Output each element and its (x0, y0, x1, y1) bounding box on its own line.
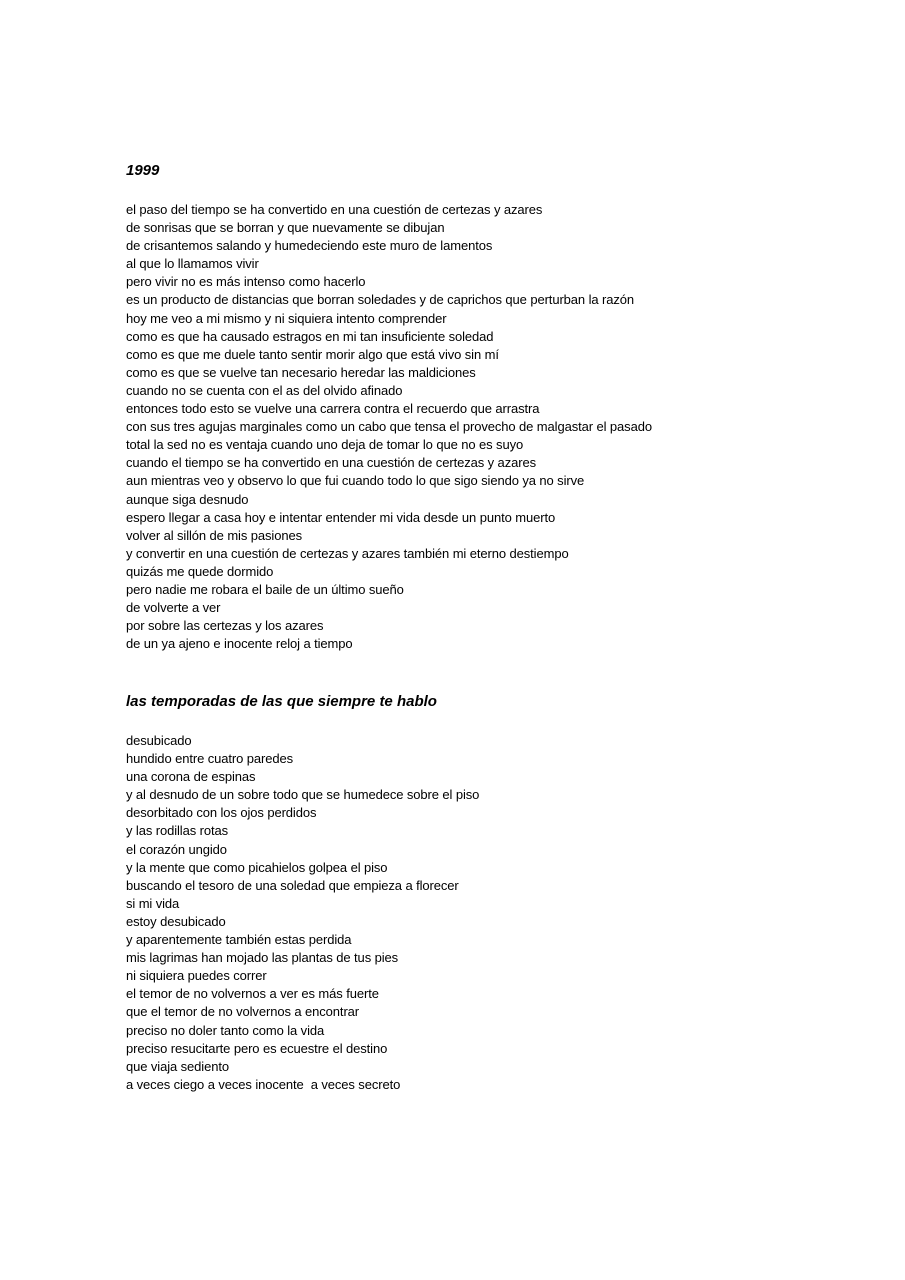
poem-las-temporadas (126, 691, 866, 1094)
poem-line: cuando no se cuenta con el as del olvido afinado (126, 382, 403, 398)
poem-line: pero vivir no es más intenso como hacerlo (126, 274, 366, 290)
poem-line: y al desnudo de un sobre todo que se humedece sobre el piso (126, 787, 480, 803)
poem-line: y aparentemente también estas perdida (126, 932, 352, 948)
poem-line: de crisantemos salando y humedeciendo este muro de lamentos (126, 238, 493, 254)
poem-line: que el temor de no volvernos a encontrar (126, 1004, 360, 1020)
poem-line: volver al sillón de mis pasiones (126, 527, 302, 543)
poem-line: al que lo llamamos vivir (126, 256, 259, 272)
poem-body (126, 201, 866, 653)
poem-body (126, 732, 866, 1094)
poem-line: de sonrisas que se borran y que nuevamente se dibujan (126, 220, 445, 236)
poem-line: que viaja sediento (126, 1058, 229, 1074)
poem-title: las temporadas de las que siempre te hablo (126, 693, 437, 710)
poem-line: pero nadie me robara el baile de un último sueño (126, 581, 404, 597)
poem-line: ni siquiera puedes correr (126, 968, 267, 984)
poem-line: cuando el tiempo se ha convertido en una cuestión de certezas y azares (126, 455, 536, 471)
poem-line: si mi vida (126, 895, 180, 911)
poem-line: total la sed no es ventaja cuando uno deja de tomar lo que no es suyo (126, 437, 524, 453)
poem-line: estoy desubicado (126, 913, 226, 929)
poem-line: buscando el tesoro de una soledad que empieza a florecer (126, 877, 459, 893)
poem-line: una corona de espinas (126, 769, 256, 785)
poem-line: mis lagrimas han mojado las plantas de tus pies (126, 950, 399, 966)
poem-line: es un producto de distancias que borran soledades y de caprichos que perturban la razón (126, 292, 635, 308)
poem-line: preciso no doler tanto como la vida (126, 1022, 325, 1038)
poem-line: por sobre las certezas y los azares (126, 618, 324, 634)
poem-line: hoy me veo a mi mismo y ni siquiera intento comprender (126, 310, 447, 326)
poem-line: y convertir en una cuestión de certezas y azares también mi eterno destiempo (126, 545, 569, 561)
poem-line: entonces todo esto se vuelve una carrera contra el recuerdo que arrastra (126, 401, 540, 417)
poem-line: de un ya ajeno e inocente reloj a tiempo (126, 636, 353, 652)
poem-line: preciso resucitarte pero es ecuestre el destino (126, 1040, 388, 1056)
poem-line: con sus tres agujas marginales como un cabo que tensa el provecho de malgastar el pasado (126, 419, 652, 435)
poem-line: como es que me duele tanto sentir morir algo que está vivo sin mí (126, 346, 499, 362)
poem-line: de volverte a ver (126, 600, 221, 616)
poem-line: como es que ha causado estragos en mi tan insuficiente soledad (126, 328, 494, 344)
poem-1999 (126, 160, 866, 653)
poem-line: desorbitado con los ojos perdidos (126, 805, 317, 821)
poem-line: y la mente que como picahielos golpea el piso (126, 859, 388, 875)
poem-line: el corazón ungido (126, 841, 227, 857)
poem-line: desubicado (126, 733, 192, 748)
poem-line: a veces ciego a veces inocente a veces secreto (126, 1076, 401, 1092)
poem-title: 1999 (126, 162, 160, 179)
poem-line: quizás me quede dormido (126, 563, 274, 579)
poem-line: el temor de no volvernos a ver es más fuerte (126, 986, 379, 1002)
poem-line: espero llegar a casa hoy e intentar entender mi vida desde un punto muerto (126, 509, 556, 525)
poem-line: hundido entre cuatro paredes (126, 751, 294, 767)
poem-line: como es que se vuelve tan necesario heredar las maldiciones (126, 364, 476, 380)
poem-line: aunque siga desnudo (126, 491, 249, 507)
poem-line: aun mientras veo y observo lo que fui cuando todo lo que sigo siendo ya no sirve (126, 473, 585, 489)
poem-line: y las rodillas rotas (126, 823, 229, 839)
poem-line: el paso del tiempo se ha convertido en una cuestión de certezas y azares (126, 202, 543, 217)
